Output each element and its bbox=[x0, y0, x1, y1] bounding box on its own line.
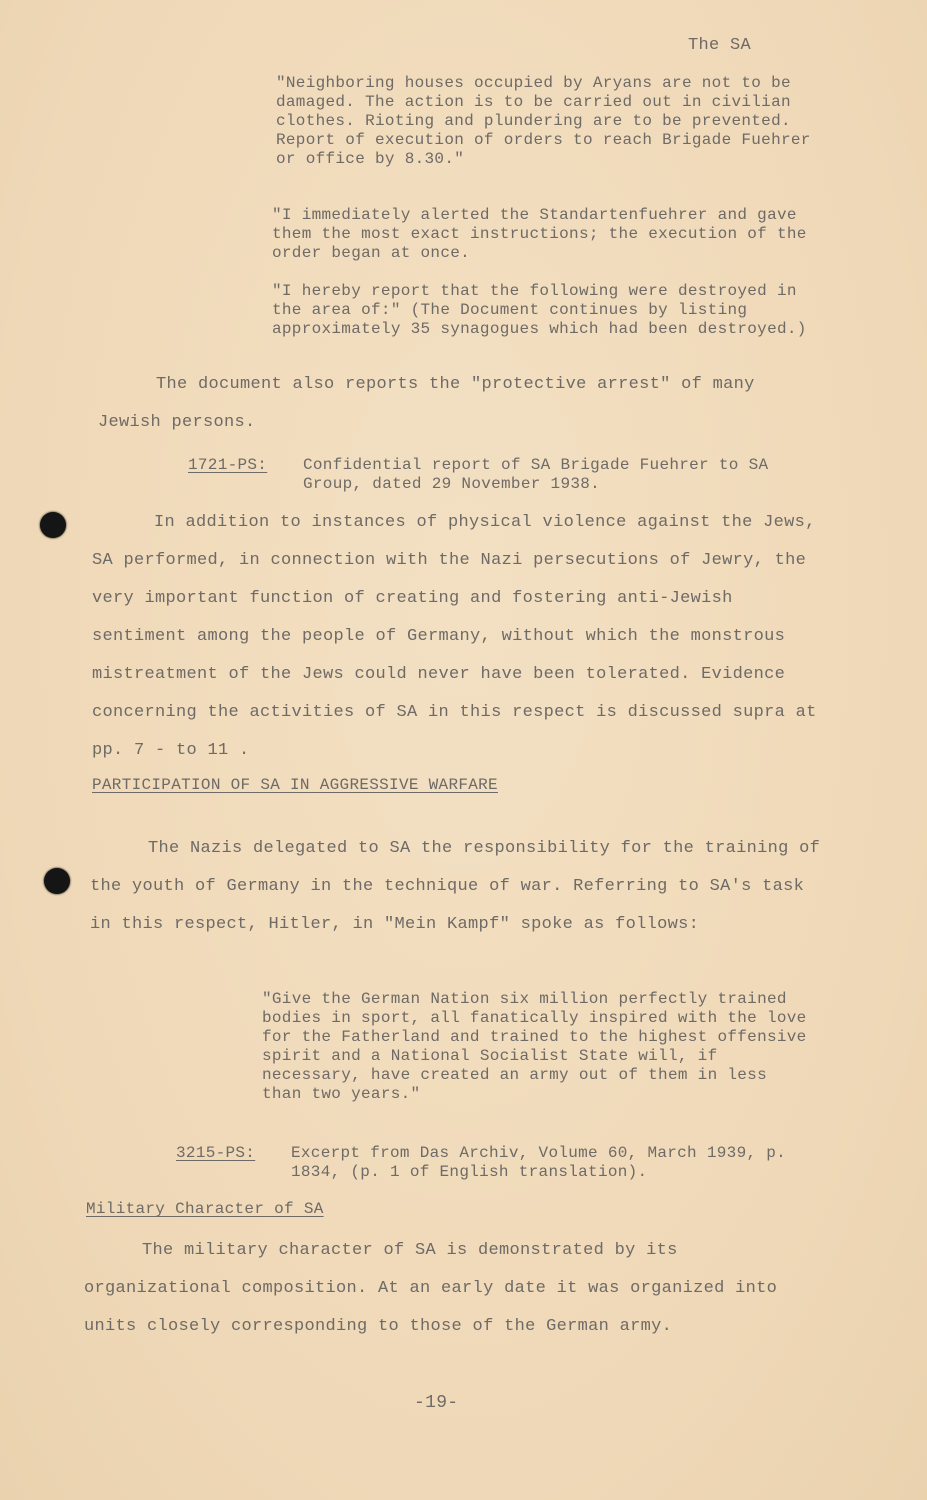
citation-ref: 3215-PS: bbox=[176, 1144, 256, 1162]
citation-ref: 1721-PS: bbox=[188, 456, 268, 474]
paragraph-protective-arrest: The document also reports the "protective arrest" of many Jewish persons. bbox=[98, 375, 766, 432]
paragraph-physical-violence: In addition to instances of physical violence against the Jews, SA performed, in connection with the Nazi persecutions of Jewry, the very important function of creating and fostering anti-Jewish sentiment among the people of Germany, without which the monstrous mistreatment of the Jews could never have been tolerated. Evidence concerning the activities of SA in this respect is discussed supra at pp. 7 - to 11 . bbox=[92, 513, 828, 760]
quote-alerted: "I immediately alerted the Standartenfuehrer and gave them the most exact instructions; the execution of the order began at once. bbox=[272, 206, 817, 262]
citation-text: Excerpt from Das Archiv, Volume 60, March 1939, p. 1834, (p. 1 of English translation). bbox=[291, 1144, 796, 1181]
running-title: The SA bbox=[688, 36, 752, 55]
binder-hole-bottom bbox=[44, 868, 70, 894]
heading-military-character: Military Character of SA bbox=[86, 1200, 324, 1218]
citation-text: Confidential report of SA Brigade Fuehrer to SA Group, dated 29 November 1938. bbox=[303, 456, 779, 493]
page-number: -19- bbox=[414, 1393, 459, 1413]
paragraph-military-character: The military character of SA is demonstrated by its organizational composition. At an early date it was organized into units closely corresponding to those of the German army. bbox=[84, 1241, 788, 1336]
binder-hole-top bbox=[40, 512, 66, 538]
quote-orders: "Neighboring houses occupied by Aryans are not to be damaged. The action is to be carried out in civilian clothes. Rioting and plundering are to be prevented. Report of execution of orders to reach Brigade Fuehrer or office by 8.30." bbox=[276, 74, 821, 168]
paragraph-youth-training: The Nazis delegated to SA the responsibility for the training of the youth of Germany in the technique of war. Referring to SA's task in this respect, Hitler, in "Mein Kampf" spoke as follows: bbox=[90, 839, 831, 934]
heading-aggressive-warfare: PARTICIPATION OF SA IN AGGRESSIVE WARFARE bbox=[92, 776, 498, 794]
quote-mein-kampf: "Give the German Nation six million perfectly trained bodies in sport, all fanatically inspired with the love for the Fatherland and trained to the highest offensive spirit and a National Socialist State will, if necessary, have created an army out of them in less than two years." bbox=[262, 990, 817, 1103]
quote-destroyed: "I hereby report that the following were destroyed in the area of:" (The Document continues by listing approximately 35 synagogues which had been destroyed.) bbox=[272, 282, 807, 338]
